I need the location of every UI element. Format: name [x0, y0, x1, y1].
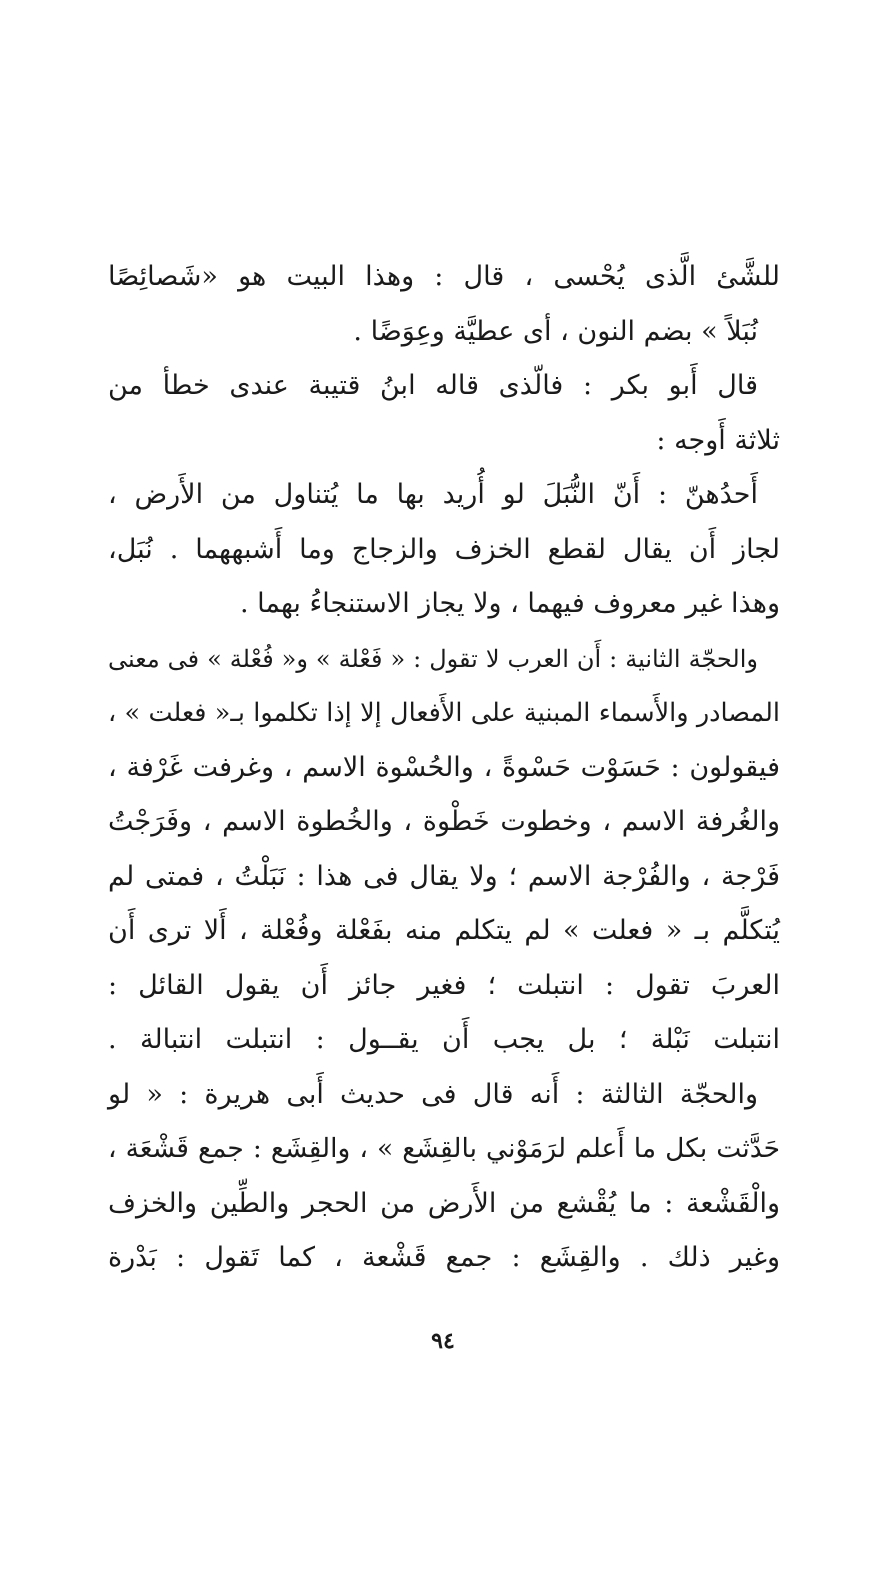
text-line: فيقولون : حَسَوْت حَسْوةً ، والحُسْوة الاسم ، وغرفت غَرْفة ، — [108, 751, 780, 783]
text-line: حَدَّثت بكل ما أَعلم لرَمَوْني بالقِشَع » ، والقِشَع : جمع قَشْعَة ، — [108, 1133, 780, 1164]
text-line: ثلاثة أَوجه : — [656, 424, 780, 456]
text-line: والحجّة الثانية : أَن العرب لا تقول : « فَعْلة » و« فُعْلة » فى معنى — [108, 644, 758, 673]
text-line: والغُرفة الاسم ، وخطوت خَطْوة ، والخُطوة الاسم ، وفَرَجْتُ — [108, 806, 780, 837]
text-line: يُتكلَّم بـ « فعلت » لم يتكلم منه بفَعْلة وفُعْلة ، أَلا ترى أَن — [108, 915, 780, 946]
text-line: لجاز أَن يقال لقطع الخزف والزجاج وما أَشبههما . نُبَل، — [108, 533, 780, 565]
text-line: وغير ذلك . والقِشَع : جمع قَشْعة ، كما تَقول : بَدْرة — [108, 1242, 780, 1273]
text-line: فَرْجة ، والفُرْجة الاسم ؛ ولا يقال فى هذا : نَبَلْتُ ، فمتى لم — [108, 860, 780, 892]
text-line: والْقَشْعة : ما يُقْشع من الأَرض من الحجر والطِّين والخزف — [108, 1187, 780, 1219]
text-line: انتبلت نَبْلة ؛ بل يجب أَن يقــول : انتبلت انتبالة . — [108, 1024, 780, 1055]
text-line: المصادر والأَسماء المبنية على الأَفعال إلا إذا تكلموا بـ« فعلت » ، — [108, 698, 780, 728]
text-line: والحجّة الثالثة : أَنه قال فى حديث أَبى هريرة : « لو — [108, 1078, 758, 1110]
body-text — [108, 250, 780, 1286]
text-line: للشَّئ الَّذى يُحْسى ، قال : وهذا البيت هو «شَصائِصًا — [108, 261, 780, 292]
text-line: أَحدُهنّ : أَنّ النُّبَلَ لو أُريد بها ما يُتناول من الأَرض ، — [108, 479, 758, 510]
text-line: وهذا غير معروف فيهما ، ولا يجاز الاستنجاءُ بهما . — [239, 588, 780, 619]
text-line: نُبَلاً » بضم النون ، أى عطيَّة وعِوَضًا . — [353, 315, 758, 347]
text-line: العربَ تقول : انتبلت ؛ فغير جائز أَن يقول القائل : — [108, 969, 780, 1001]
text-line: قال أَبو بكر : فالّذى قاله ابنُ قتيبة عندى خطأ من — [108, 370, 758, 401]
page-number: ٩٤ — [431, 1328, 455, 1354]
